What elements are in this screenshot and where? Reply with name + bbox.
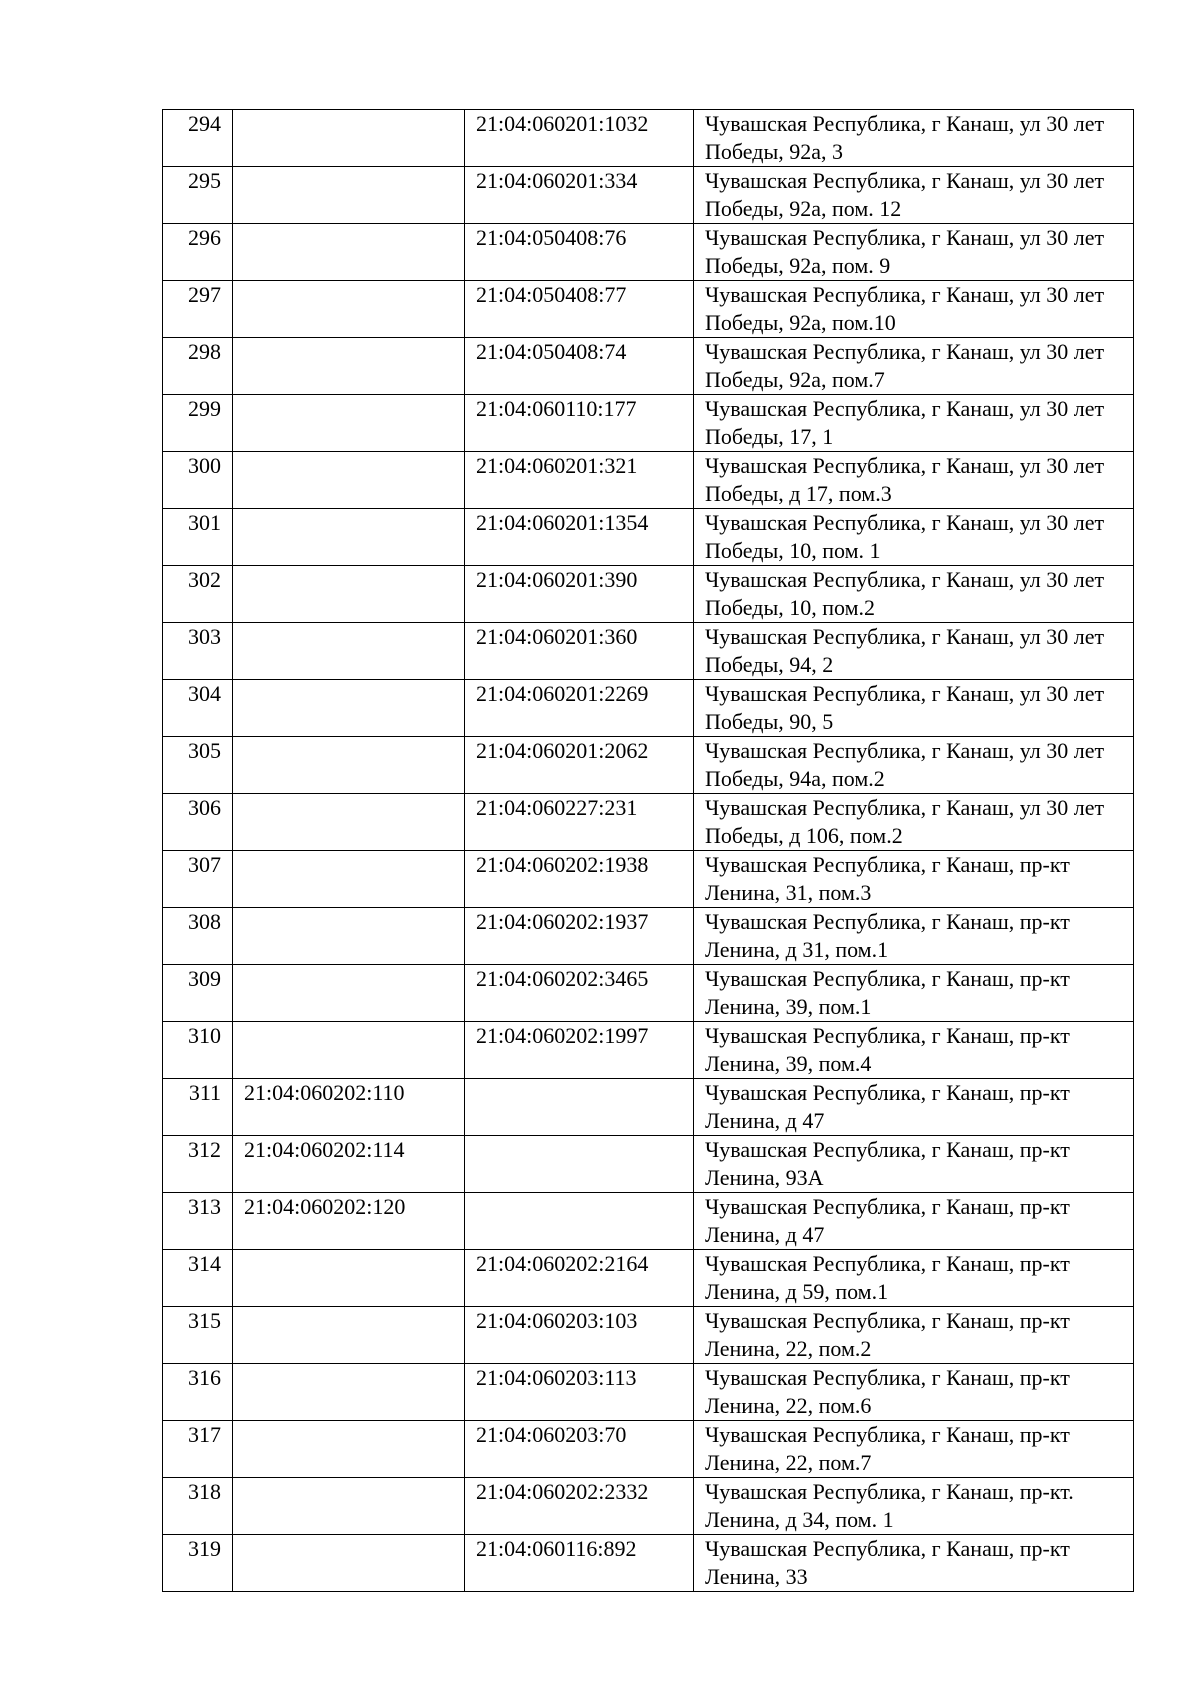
land-cadastral-number-cell [233, 737, 465, 794]
building-cadastral-number-text: 21:04:050408:77 [476, 282, 627, 307]
address-cell [694, 1136, 1134, 1193]
building-cadastral-number-cell [465, 851, 694, 908]
row-number-text: 294 [188, 111, 221, 136]
address-text: Чувашская Республика, г Канаш, пр-кт Ленина, д 47 [705, 1194, 1076, 1247]
land-cadastral-number-cell [233, 1307, 465, 1364]
row-number-cell [163, 395, 233, 452]
row-number-text: 304 [188, 681, 221, 706]
row-number-cell [163, 1421, 233, 1478]
address-cell [694, 281, 1134, 338]
building-cadastral-number-cell [465, 680, 694, 737]
land-cadastral-number-text: 21:04:060202:110 [244, 1080, 405, 1105]
address-cell [694, 794, 1134, 851]
address-cell [694, 338, 1134, 395]
address-cell [694, 1421, 1134, 1478]
row-number-cell [163, 1535, 233, 1592]
address-cell [694, 1535, 1134, 1592]
land-cadastral-number-cell [233, 452, 465, 509]
address-text: Чувашская Республика, г Канаш, пр-кт Ленина, д 47 [705, 1080, 1076, 1133]
row-number-cell [163, 1136, 233, 1193]
land-cadastral-number-cell [233, 1421, 465, 1478]
registry-table-body [163, 110, 1134, 1592]
address-cell [694, 1250, 1134, 1307]
property-registry-table [162, 109, 1134, 1592]
address-text: Чувашская Республика, г Канаш, пр-кт Ленина, 31, пом.3 [705, 852, 1076, 905]
row-number-cell [163, 908, 233, 965]
address-cell [694, 395, 1134, 452]
building-cadastral-number-text: 21:04:060203:103 [476, 1308, 638, 1333]
address-text: Чувашская Республика, г Канаш, пр-кт Ленина, 22, пом.2 [705, 1308, 1076, 1361]
table-row [163, 1478, 1134, 1535]
row-number-text: 318 [188, 1479, 221, 1504]
building-cadastral-number-text: 21:04:050408:74 [476, 339, 627, 364]
row-number-text: 308 [188, 909, 221, 934]
table-row [163, 965, 1134, 1022]
row-number-text: 305 [188, 738, 221, 763]
row-number-text: 319 [188, 1536, 221, 1561]
row-number-text: 295 [188, 168, 221, 193]
land-cadastral-number-cell [233, 395, 465, 452]
building-cadastral-number-cell [465, 338, 694, 395]
building-cadastral-number-cell [465, 908, 694, 965]
row-number-text: 302 [188, 567, 221, 592]
building-cadastral-number-text: 21:04:060201:321 [476, 453, 638, 478]
land-cadastral-number-cell [233, 1250, 465, 1307]
address-text: Чувашская Республика, г Канаш, ул 30 лет Победы, 94, 2 [705, 624, 1110, 677]
row-number-text: 303 [188, 624, 221, 649]
building-cadastral-number-text: 21:04:050408:76 [476, 225, 627, 250]
address-text: Чувашская Республика, г Канаш, пр-кт Ленина, 22, пом.7 [705, 1422, 1076, 1475]
land-cadastral-number-cell [233, 110, 465, 167]
building-cadastral-number-text: 21:04:060201:360 [476, 624, 638, 649]
address-text: Чувашская Республика, г Канаш, пр-кт Ленина, 93А [705, 1137, 1076, 1190]
row-number-text: 315 [188, 1308, 221, 1333]
land-cadastral-number-cell [233, 1193, 465, 1250]
address-cell [694, 965, 1134, 1022]
address-cell [694, 1193, 1134, 1250]
row-number-text: 301 [188, 510, 221, 535]
land-cadastral-number-cell [233, 566, 465, 623]
table-row [163, 737, 1134, 794]
address-text: Чувашская Республика, г Канаш, ул 30 лет Победы, 92а, пом.7 [705, 339, 1110, 392]
address-cell [694, 623, 1134, 680]
building-cadastral-number-cell [465, 737, 694, 794]
address-cell [694, 1079, 1134, 1136]
building-cadastral-number-cell [465, 1307, 694, 1364]
row-number-text: 314 [188, 1251, 221, 1276]
building-cadastral-number-text: 21:04:060203:113 [476, 1365, 637, 1390]
address-cell [694, 509, 1134, 566]
table-row [163, 167, 1134, 224]
land-cadastral-number-cell [233, 680, 465, 737]
address-text: Чувашская Республика, г Канаш, пр-кт Ленина, 39, пом.4 [705, 1023, 1076, 1076]
building-cadastral-number-text: 21:04:060202:3465 [476, 966, 649, 991]
row-number-text: 306 [188, 795, 221, 820]
row-number-cell [163, 965, 233, 1022]
address-text: Чувашская Республика, г Канаш, пр-кт Ленина, д 31, пом.1 [705, 909, 1076, 962]
table-row [163, 1421, 1134, 1478]
address-cell [694, 851, 1134, 908]
building-cadastral-number-cell [465, 509, 694, 566]
row-number-cell [163, 1193, 233, 1250]
building-cadastral-number-cell [465, 1193, 694, 1250]
building-cadastral-number-text: 21:04:060227:231 [476, 795, 638, 820]
address-text: Чувашская Республика, г Канаш, ул 30 лет Победы, 94а, пом.2 [705, 738, 1110, 791]
building-cadastral-number-cell [465, 965, 694, 1022]
building-cadastral-number-text: 21:04:060201:1032 [476, 111, 649, 136]
land-cadastral-number-cell [233, 1079, 465, 1136]
land-cadastral-number-cell [233, 338, 465, 395]
row-number-cell [163, 1079, 233, 1136]
address-cell [694, 110, 1134, 167]
land-cadastral-number-cell [233, 965, 465, 1022]
address-cell [694, 1364, 1134, 1421]
building-cadastral-number-cell [465, 281, 694, 338]
building-cadastral-number-cell [465, 224, 694, 281]
building-cadastral-number-text: 21:04:060201:2269 [476, 681, 649, 706]
land-cadastral-number-cell [233, 1022, 465, 1079]
address-cell [694, 908, 1134, 965]
row-number-text: 307 [188, 852, 221, 877]
row-number-cell [163, 338, 233, 395]
row-number-cell [163, 1250, 233, 1307]
address-cell [694, 1478, 1134, 1535]
address-cell [694, 167, 1134, 224]
row-number-text: 317 [188, 1422, 221, 1447]
land-cadastral-number-cell [233, 1136, 465, 1193]
row-number-text: 309 [188, 966, 221, 991]
building-cadastral-number-cell [465, 395, 694, 452]
building-cadastral-number-text: 21:04:060201:390 [476, 567, 638, 592]
address-cell [694, 737, 1134, 794]
row-number-cell [163, 851, 233, 908]
address-cell [694, 224, 1134, 281]
table-row [163, 1364, 1134, 1421]
table-row [163, 1193, 1134, 1250]
address-text: Чувашская Республика, г Канаш, пр-кт Ленина, 22, пом.6 [705, 1365, 1076, 1418]
building-cadastral-number-text: 21:04:060202:1938 [476, 852, 649, 877]
building-cadastral-number-cell [465, 794, 694, 851]
building-cadastral-number-cell [465, 1364, 694, 1421]
building-cadastral-number-cell [465, 1250, 694, 1307]
row-number-cell [163, 1307, 233, 1364]
table-row [163, 395, 1134, 452]
address-text: Чувашская Республика, г Канаш, ул 30 лет Победы, д 17, пом.3 [705, 453, 1110, 506]
building-cadastral-number-text: 21:04:060116:892 [476, 1536, 637, 1561]
building-cadastral-number-text: 21:04:060202:2332 [476, 1479, 649, 1504]
address-cell [694, 1307, 1134, 1364]
address-text: Чувашская Республика, г Канаш, пр-кт. Ленина, д 34, пом. 1 [705, 1479, 1080, 1532]
row-number-text: 316 [188, 1365, 221, 1390]
address-text: Чувашская Республика, г Канаш, ул 30 лет Победы, 90, 5 [705, 681, 1110, 734]
row-number-cell [163, 794, 233, 851]
address-cell [694, 566, 1134, 623]
row-number-cell [163, 281, 233, 338]
row-number-text: 312 [188, 1137, 221, 1162]
table-row [163, 1022, 1134, 1079]
row-number-cell [163, 737, 233, 794]
building-cadastral-number-text: 21:04:060201:1354 [476, 510, 649, 535]
land-cadastral-number-cell [233, 794, 465, 851]
row-number-cell [163, 1478, 233, 1535]
address-cell [694, 452, 1134, 509]
row-number-cell [163, 509, 233, 566]
building-cadastral-number-cell [465, 110, 694, 167]
row-number-cell [163, 224, 233, 281]
address-text: Чувашская Республика, г Канаш, пр-кт Ленина, 39, пом.1 [705, 966, 1076, 1019]
building-cadastral-number-cell [465, 623, 694, 680]
row-number-cell [163, 623, 233, 680]
building-cadastral-number-cell [465, 1136, 694, 1193]
table-row [163, 680, 1134, 737]
building-cadastral-number-cell [465, 1022, 694, 1079]
land-cadastral-number-cell [233, 281, 465, 338]
land-cadastral-number-cell [233, 1478, 465, 1535]
address-cell [694, 680, 1134, 737]
table-row [163, 338, 1134, 395]
table-row [163, 1079, 1134, 1136]
land-cadastral-number-cell [233, 509, 465, 566]
table-row [163, 908, 1134, 965]
row-number-text: 311 [188, 1080, 221, 1105]
building-cadastral-number-text: 21:04:060202:2164 [476, 1251, 649, 1276]
address-text: Чувашская Республика, г Канаш, ул 30 лет Победы, 17, 1 [705, 396, 1110, 449]
address-text: Чувашская Республика, г Канаш, пр-кт Ленина, д 59, пом.1 [705, 1251, 1076, 1304]
building-cadastral-number-cell [465, 1535, 694, 1592]
address-cell [694, 1022, 1134, 1079]
land-cadastral-number-cell [233, 908, 465, 965]
row-number-text: 298 [188, 339, 221, 364]
table-row [163, 452, 1134, 509]
land-cadastral-number-cell [233, 224, 465, 281]
address-text: Чувашская Республика, г Канаш, ул 30 лет Победы, 92а, 3 [705, 111, 1110, 164]
table-row [163, 794, 1134, 851]
address-text: Чувашская Республика, г Канаш, ул 30 лет Победы, 92а, пом.10 [705, 282, 1110, 335]
table-row [163, 110, 1134, 167]
row-number-text: 299 [188, 396, 221, 421]
row-number-text: 313 [188, 1194, 221, 1219]
row-number-cell [163, 1022, 233, 1079]
table-row [163, 509, 1134, 566]
row-number-cell [163, 680, 233, 737]
table-row [163, 1136, 1134, 1193]
land-cadastral-number-cell [233, 851, 465, 908]
address-text: Чувашская Республика, г Канаш, ул 30 лет Победы, 10, пом. 1 [705, 510, 1110, 563]
address-text: Чувашская Республика, г Канаш, ул 30 лет Победы, 92а, пом. 9 [705, 225, 1110, 278]
building-cadastral-number-cell [465, 1478, 694, 1535]
land-cadastral-number-cell [233, 1535, 465, 1592]
address-text: Чувашская Республика, г Канаш, пр-кт Ленина, 33 [705, 1536, 1076, 1589]
table-row [163, 281, 1134, 338]
row-number-cell [163, 167, 233, 224]
building-cadastral-number-text: 21:04:060203:70 [476, 1422, 627, 1447]
table-row [163, 1535, 1134, 1592]
building-cadastral-number-text: 21:04:060202:1997 [476, 1023, 649, 1048]
land-cadastral-number-text: 21:04:060202:114 [244, 1137, 405, 1162]
row-number-text: 296 [188, 225, 221, 250]
land-cadastral-number-cell [233, 167, 465, 224]
table-row [163, 623, 1134, 680]
row-number-cell [163, 452, 233, 509]
table-row [163, 566, 1134, 623]
building-cadastral-number-text: 21:04:060202:1937 [476, 909, 649, 934]
building-cadastral-number-text: 21:04:060110:177 [476, 396, 637, 421]
row-number-cell [163, 566, 233, 623]
table-row [163, 851, 1134, 908]
building-cadastral-number-cell [465, 1079, 694, 1136]
land-cadastral-number-cell [233, 623, 465, 680]
row-number-text: 310 [188, 1023, 221, 1048]
land-cadastral-number-text: 21:04:060202:120 [244, 1194, 406, 1219]
address-text: Чувашская Республика, г Канаш, ул 30 лет Победы, д 106, пом.2 [705, 795, 1110, 848]
building-cadastral-number-text: 21:04:060201:334 [476, 168, 638, 193]
row-number-cell [163, 1364, 233, 1421]
table-row [163, 1250, 1134, 1307]
building-cadastral-number-cell [465, 452, 694, 509]
building-cadastral-number-cell [465, 566, 694, 623]
address-text: Чувашская Республика, г Канаш, ул 30 лет Победы, 92а, пом. 12 [705, 168, 1110, 221]
row-number-text: 300 [188, 453, 221, 478]
table-row [163, 224, 1134, 281]
building-cadastral-number-cell [465, 1421, 694, 1478]
row-number-cell [163, 110, 233, 167]
land-cadastral-number-cell [233, 1364, 465, 1421]
row-number-text: 297 [188, 282, 221, 307]
table-row [163, 1307, 1134, 1364]
building-cadastral-number-text: 21:04:060201:2062 [476, 738, 649, 763]
building-cadastral-number-cell [465, 167, 694, 224]
address-text: Чувашская Республика, г Канаш, ул 30 лет Победы, 10, пом.2 [705, 567, 1110, 620]
